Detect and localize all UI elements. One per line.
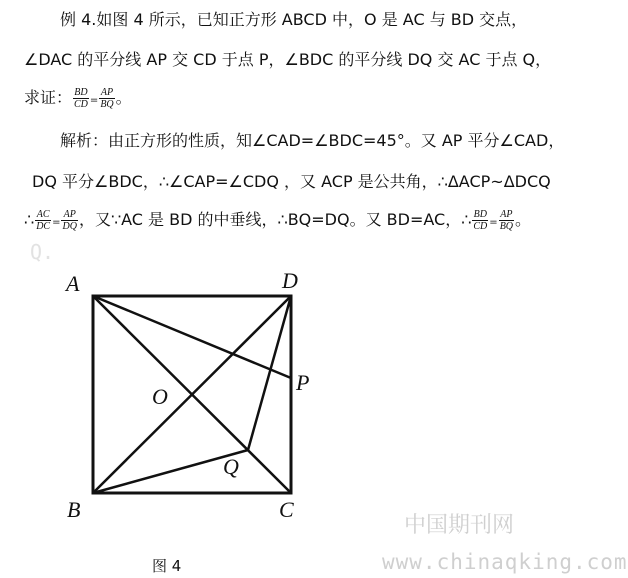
faint-watermark-q: Q. bbox=[30, 240, 55, 264]
figure-caption: 图 4 bbox=[152, 557, 182, 575]
label-p: P bbox=[296, 370, 310, 395]
label-a: A bbox=[66, 271, 80, 296]
fraction-denominator: DQ bbox=[62, 221, 77, 232]
fraction-numerator: BD bbox=[473, 209, 488, 220]
analysis-line-3-middle: ，又∵AC 是 BD 的中垂线，∴BQ=DQ。又 BD=AC，∴ bbox=[78, 210, 472, 229]
watermark-site-name: 中国期刊网 bbox=[404, 513, 515, 538]
problem-line-2: ∠DAC 的平分线 AP 交 CD 于点 P，∠BDC 的平分线 DQ 交 AC 于点 Q， bbox=[24, 50, 552, 69]
fraction-numerator: AC bbox=[36, 209, 50, 220]
fraction-numerator: BD bbox=[74, 87, 88, 98]
therefore-symbol: ∴ bbox=[24, 210, 35, 229]
fraction-denominator: DC bbox=[36, 221, 51, 232]
problem-line-1: 例 4.如图 4 所示，已知正方形 ABCD 中，O 是 AC 与 BD 交点， bbox=[60, 10, 528, 29]
analysis-line-2: DQ 平分∠BDC，∴∠CAP=∠CDQ ，又 ACP 是公共角，∴ΔACP~ΔDCQ bbox=[32, 172, 551, 191]
analysis-line-3-suffix: 。 bbox=[515, 210, 532, 229]
equals-sign: = bbox=[489, 217, 498, 228]
bisector-ap bbox=[93, 296, 291, 378]
watermark-site-url: www.chinaqking.com bbox=[382, 550, 628, 574]
fraction-numerator: AP bbox=[61, 209, 77, 221]
label-d: D bbox=[282, 268, 298, 293]
fraction-numerator: AP bbox=[100, 87, 114, 98]
equals-sign: = bbox=[52, 217, 61, 228]
problem-line-3-prefix: 求证： bbox=[24, 88, 73, 107]
label-q: Q bbox=[223, 454, 239, 479]
fraction-numerator: AP bbox=[500, 209, 513, 220]
fraction-denominator: CD bbox=[473, 221, 488, 232]
label-c: C bbox=[279, 497, 294, 522]
fraction-denominator: BQ bbox=[100, 99, 114, 110]
analysis-line-1: 解析：由正方形的性质，知∠CAD=∠BDC=45°。又 AP 平分∠CAD， bbox=[60, 131, 565, 150]
label-b: B bbox=[67, 497, 81, 522]
label-o: O bbox=[152, 384, 168, 409]
fraction-denominator: BQ bbox=[499, 221, 514, 232]
equals-sign: = bbox=[89, 95, 99, 106]
fraction-denominator: CD bbox=[74, 99, 88, 110]
problem-line-3-suffix: 。 bbox=[115, 88, 132, 107]
